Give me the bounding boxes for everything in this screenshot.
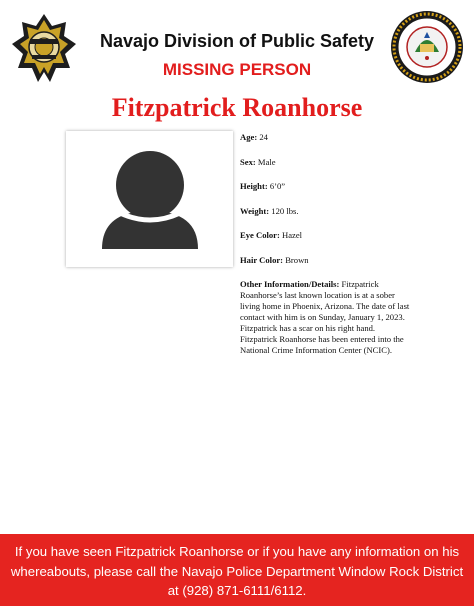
contact-banner <box>0 534 474 606</box>
age-value: 24 <box>259 132 268 142</box>
other-information <box>240 279 410 356</box>
hair-color-value: Brown <box>285 254 309 265</box>
eye-color-field <box>240 230 410 241</box>
navajo-nation-seal-icon <box>390 10 464 84</box>
height-label: Height: <box>240 181 268 191</box>
hair-color-label: Hair Color: <box>240 254 284 265</box>
other-information-label: Other Information/Details: <box>240 279 340 289</box>
age-field <box>240 132 410 143</box>
police-badge-icon <box>10 12 78 84</box>
hair-color-field <box>240 255 410 266</box>
person-silhouette-icon <box>66 131 233 267</box>
height-field <box>240 181 410 192</box>
weight-value: 120 lbs. <box>271 205 299 216</box>
missing-person-heading: MISSING PERSON <box>162 60 312 79</box>
sex-field <box>240 157 410 168</box>
organization-title: Navajo Division of Public Safety <box>99 31 375 51</box>
eye-color-label: Eye Color: <box>240 230 280 240</box>
contact-text: If you have seen Fitzpatrick Roanhorse or if you have any information on his whereabouts, please call the Navajo Police Department Window Rock District at (928) 871-6111/6112. <box>10 544 464 598</box>
sex-label: Sex: <box>240 156 256 167</box>
person-details <box>240 132 410 370</box>
weight-field <box>240 206 410 217</box>
other-information-text: Fitzpatrick Roanhorse’s last known location is at a sober living home in Phoenix, Arizona. The date of last contact with him is on Sunday, January 1, 2023. Fitzpatrick has a scar on his right hand. Fitzpatrick Roanhorse has been entered into the National Crime Information Center (NCIC). <box>240 279 410 355</box>
person-name: Fitzpatrick Roanhorse <box>111 93 363 122</box>
sex-value: Male <box>257 156 276 167</box>
weight-label: Weight: <box>240 205 270 216</box>
age-label: Age: <box>240 132 258 142</box>
person-photo <box>66 131 233 267</box>
eye-color-value: Hazel <box>282 230 303 240</box>
height-value: 6’0” <box>269 181 286 191</box>
